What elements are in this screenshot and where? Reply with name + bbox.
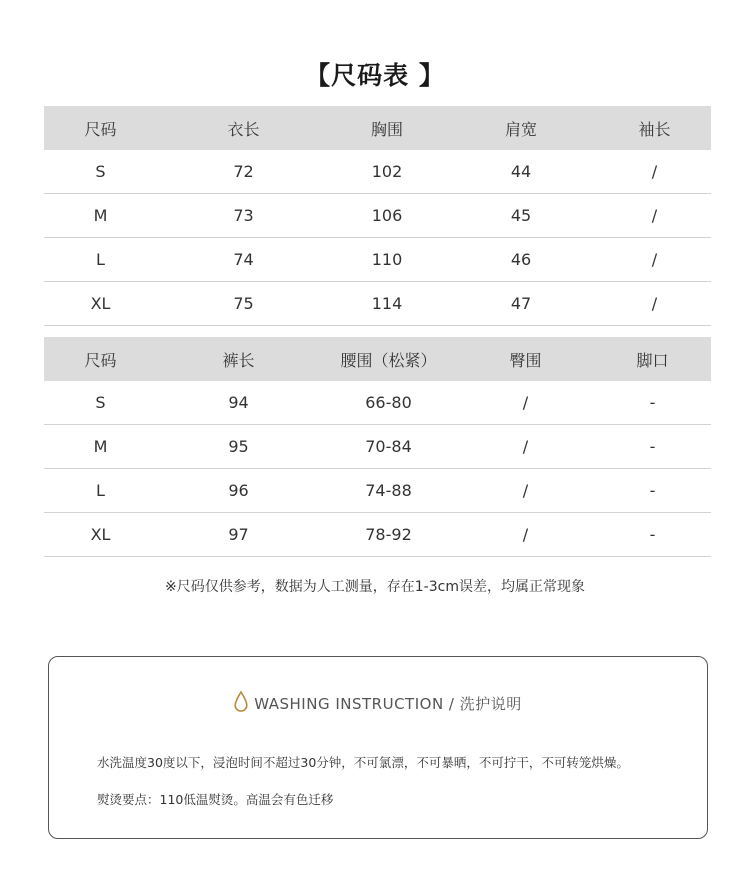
table-cell: S	[44, 150, 157, 194]
table-cell: 78-92	[320, 513, 457, 557]
water-drop-icon	[234, 691, 248, 717]
table-row	[44, 150, 711, 194]
table-cell: 47	[444, 282, 598, 326]
table-cell: 102	[330, 150, 444, 194]
table-cell: 106	[330, 194, 444, 238]
header-cell: 胸围	[370, 119, 403, 139]
table-cell: 96	[157, 469, 320, 513]
table-cell: 46	[444, 238, 598, 282]
header-cell: 脚口	[636, 350, 669, 370]
header-cell: 衣长	[227, 119, 260, 139]
table-cell: 114	[330, 282, 444, 326]
washing-heading	[49, 691, 707, 717]
table-cell: /	[598, 150, 711, 194]
table-header-row	[44, 106, 711, 150]
table-cell: 110	[330, 238, 444, 282]
table-cell: /	[598, 194, 711, 238]
table-cell: 45	[444, 194, 598, 238]
table-cell: XL	[44, 282, 157, 326]
table-cell: -	[594, 469, 711, 513]
table-cell: M	[44, 194, 157, 238]
table-cell: -	[594, 381, 711, 425]
table-cell: 70-84	[320, 425, 457, 469]
table-cell: /	[457, 425, 594, 469]
washing-heading-text: WASHING INSTRUCTION / 洗护说明	[254, 695, 522, 713]
header-cell: 裤长	[222, 350, 255, 370]
table-cell: 74	[157, 238, 330, 282]
table-cell: /	[457, 469, 594, 513]
page-title: 【尺码表 】	[305, 61, 445, 90]
header-cell: 臀围	[509, 350, 542, 370]
measurement-note: ※尺码仅供参考，数据为人工测量，存在1-3cm误差，均属正常现象	[165, 579, 585, 595]
table-row	[44, 381, 711, 425]
table-cell: 97	[157, 513, 320, 557]
table-cell: 73	[157, 194, 330, 238]
table-cell: 44	[444, 150, 598, 194]
table-cell: S	[44, 381, 157, 425]
table-cell: 66-80	[320, 381, 457, 425]
table-cell: L	[44, 469, 157, 513]
table-row	[44, 513, 711, 557]
ironing-tips-text: 熨烫要点：110低温熨烫。高温会有色迁移	[97, 792, 334, 807]
header-cell: 袖长	[638, 119, 671, 139]
table-cell: /	[457, 513, 594, 557]
washing-temperature-text: 水洗温度30度以下，浸泡时间不超过30分钟，不可氯漂，不可暴晒，不可拧干，不可转笼烘燥。	[97, 755, 629, 770]
table-row	[44, 469, 711, 513]
table-cell: -	[594, 425, 711, 469]
table-header-row	[44, 337, 711, 381]
table-cell: 75	[157, 282, 330, 326]
table-cell: /	[598, 238, 711, 282]
table-cell: M	[44, 425, 157, 469]
table-cell: /	[598, 282, 711, 326]
header-cell: 肩宽	[504, 119, 537, 139]
table-cell: 94	[157, 381, 320, 425]
header-cell: 尺码	[84, 119, 117, 139]
header-cell: 腰围（松紧）	[340, 350, 437, 370]
table-cell: L	[44, 238, 157, 282]
table-row	[44, 282, 711, 326]
table-row	[44, 194, 711, 238]
header-cell: 尺码	[84, 350, 117, 370]
table-cell: -	[594, 513, 711, 557]
table-cell: 72	[157, 150, 330, 194]
top-size-table	[44, 106, 711, 326]
washing-instruction-box	[48, 656, 708, 839]
table-row	[44, 238, 711, 282]
table-cell: /	[457, 381, 594, 425]
table-cell: 74-88	[320, 469, 457, 513]
bottom-size-table	[44, 337, 711, 557]
table-row	[44, 425, 711, 469]
table-cell: XL	[44, 513, 157, 557]
table-cell: 95	[157, 425, 320, 469]
